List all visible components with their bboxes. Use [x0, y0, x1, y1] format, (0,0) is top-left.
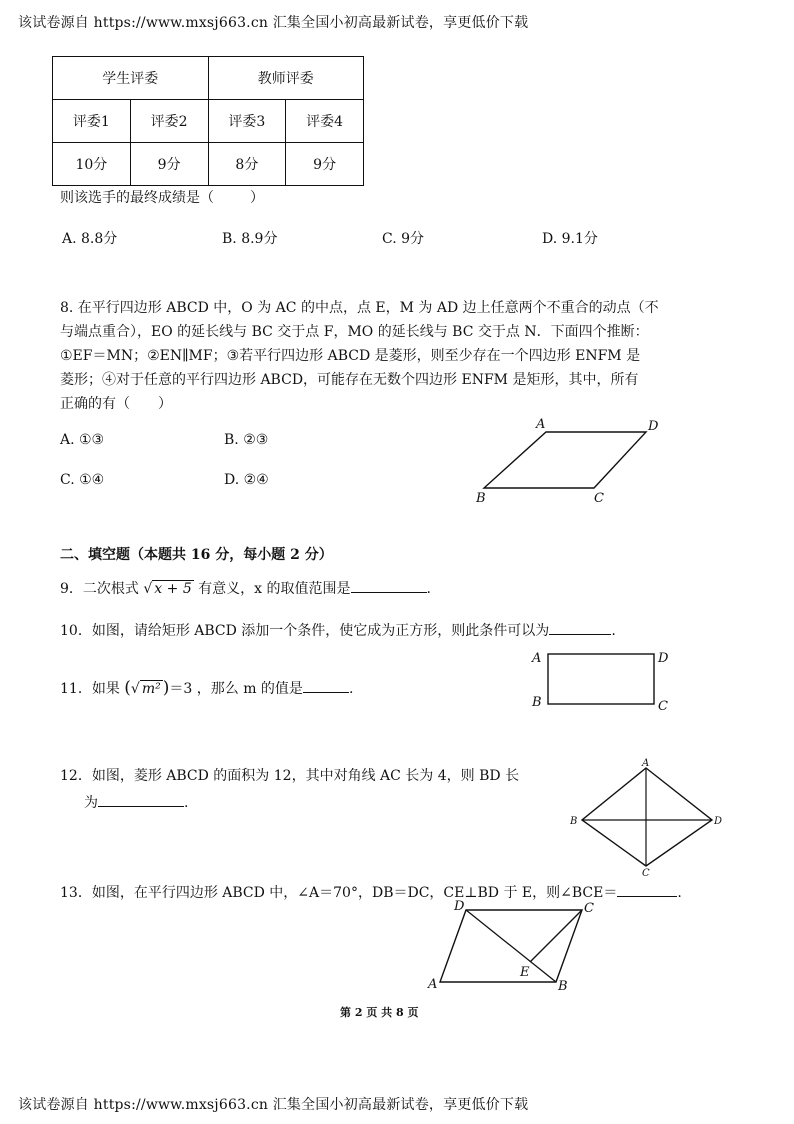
q7-stem: 则该选手的最终成绩是（ ）: [60, 190, 264, 206]
q11-answer-blank[interactable]: [303, 676, 349, 693]
q7-option-d: D. 9.1分: [542, 231, 598, 247]
q8-option-c: C. ①④: [60, 472, 105, 488]
vertex-label: C: [584, 901, 594, 916]
q8-option-d: D. ②④: [224, 472, 269, 488]
q8-option-b: B. ②③: [224, 432, 269, 448]
judge-label: 评委3: [208, 100, 286, 143]
judge-label: 评委1: [53, 100, 131, 143]
judge-score: 8分: [208, 143, 286, 186]
section-title-fill-in: 二、填空题（本题共 16 分，每小题 2 分）: [60, 547, 333, 563]
q8-option-a: A. ①③: [60, 432, 105, 448]
judge-score: 9分: [286, 143, 364, 186]
vertex-label: C: [642, 868, 650, 878]
judge-score: 9分: [130, 143, 208, 186]
source-header: 该试卷源自 https://www.mxsj663.cn 汇集全国小初高最新试卷，享更低价下载: [18, 15, 529, 31]
q12-line1: 12．如图，菱形 ABCD 的面积为 12，其中对角线 AC 长为 4，则 BD 长: [60, 768, 520, 784]
q12-answer-blank[interactable]: [98, 790, 184, 807]
vertex-label: D: [658, 651, 669, 666]
rhombus-shape: [582, 768, 712, 866]
vertex-label: A: [642, 758, 650, 769]
q11-radicand: m²: [141, 681, 161, 697]
vertex-label: B: [476, 491, 486, 506]
judge-label: 评委4: [286, 100, 364, 143]
q7-option-c: C. 9分: [382, 231, 425, 247]
q11-stem: 11．如果 (√ m² )＝3 ，那么 m 的值是 .: [60, 678, 354, 698]
q10-rectangle-figure: [526, 642, 676, 716]
page-number: 第 2 页 共 8 页: [340, 1006, 419, 1019]
q9-answer-blank[interactable]: [351, 576, 427, 593]
q13-answer-blank[interactable]: [617, 880, 677, 897]
judge-label: 评委2: [130, 100, 208, 143]
q8-line: 与端点重合），EO 的延长线与 BC 交于点 F，MO 的延长线与 BC 交于点 N．下面四个推断：: [60, 324, 649, 340]
teacher-judges-header: 教师评委: [208, 57, 364, 100]
q13-parallelogram-figure: [420, 896, 620, 996]
diagonal-db: [466, 910, 556, 982]
vertex-label: D: [454, 899, 465, 914]
parallelogram-shape: [484, 432, 646, 488]
q9-radicand: x + 5: [154, 581, 192, 597]
q8-line: 菱形；④对于任意的平行四边形 ABCD，可能存在无数个四边形 ENFM 是矩形，其中，所有: [60, 372, 639, 388]
vertex-label: A: [428, 977, 438, 992]
vertex-label: B: [558, 979, 568, 994]
vertex-label: D: [714, 816, 723, 827]
vertex-label: C: [594, 491, 604, 506]
source-footer: 该试卷源自 https://www.mxsj663.cn 汇集全国小初高最新试卷，享更低价下载: [18, 1097, 529, 1113]
student-judges-header: 学生评委: [53, 57, 209, 100]
judge-score: 10分: [53, 143, 131, 186]
vertex-label: A: [536, 417, 546, 432]
score-table: [52, 56, 364, 186]
vertex-label: A: [532, 651, 542, 666]
q13-stem: 13．如图，在平行四边形 ABCD 中，∠A＝70°，DB＝DC，CE⊥BD 于 E，则∠BCE＝ .: [60, 880, 682, 905]
q8-line: 8. 在平行四边形 ABCD 中，O 为 AC 的中点，点 E，M 为 AD 边上任意两个不重合的动点（不: [60, 300, 659, 316]
q8-line: 正确的有（ ）: [60, 396, 172, 412]
q9-stem: 9．二次根式 √ x + 5 有意义，x 的取值范围是 .: [60, 576, 431, 601]
vertex-label: E: [520, 965, 530, 980]
q8-parallelogram-figure: [470, 412, 670, 508]
q8-line: ①EF＝MN；②EN∥MF；③若平行四边形 ABCD 是菱形，则至少存在一个四边形 ENFM 是: [60, 348, 641, 364]
q10-answer-blank[interactable]: [549, 618, 611, 635]
q7-option-b: B. 8.9分: [222, 231, 278, 247]
vertex-label: B: [532, 695, 542, 710]
rectangle-shape: [548, 654, 654, 704]
q12-rhombus-figure: [566, 756, 736, 878]
q7-option-a: A. 8.8分: [62, 231, 118, 247]
q12-line2: 为 .: [84, 790, 188, 815]
q10-stem: 10．如图，请给矩形 ABCD 添加一个条件，使它成为正方形，则此条件可以为 .: [60, 618, 616, 643]
perpendicular-ce: [530, 910, 582, 962]
vertex-label: C: [658, 699, 668, 714]
vertex-label: B: [570, 816, 578, 827]
vertex-label: D: [648, 419, 659, 434]
